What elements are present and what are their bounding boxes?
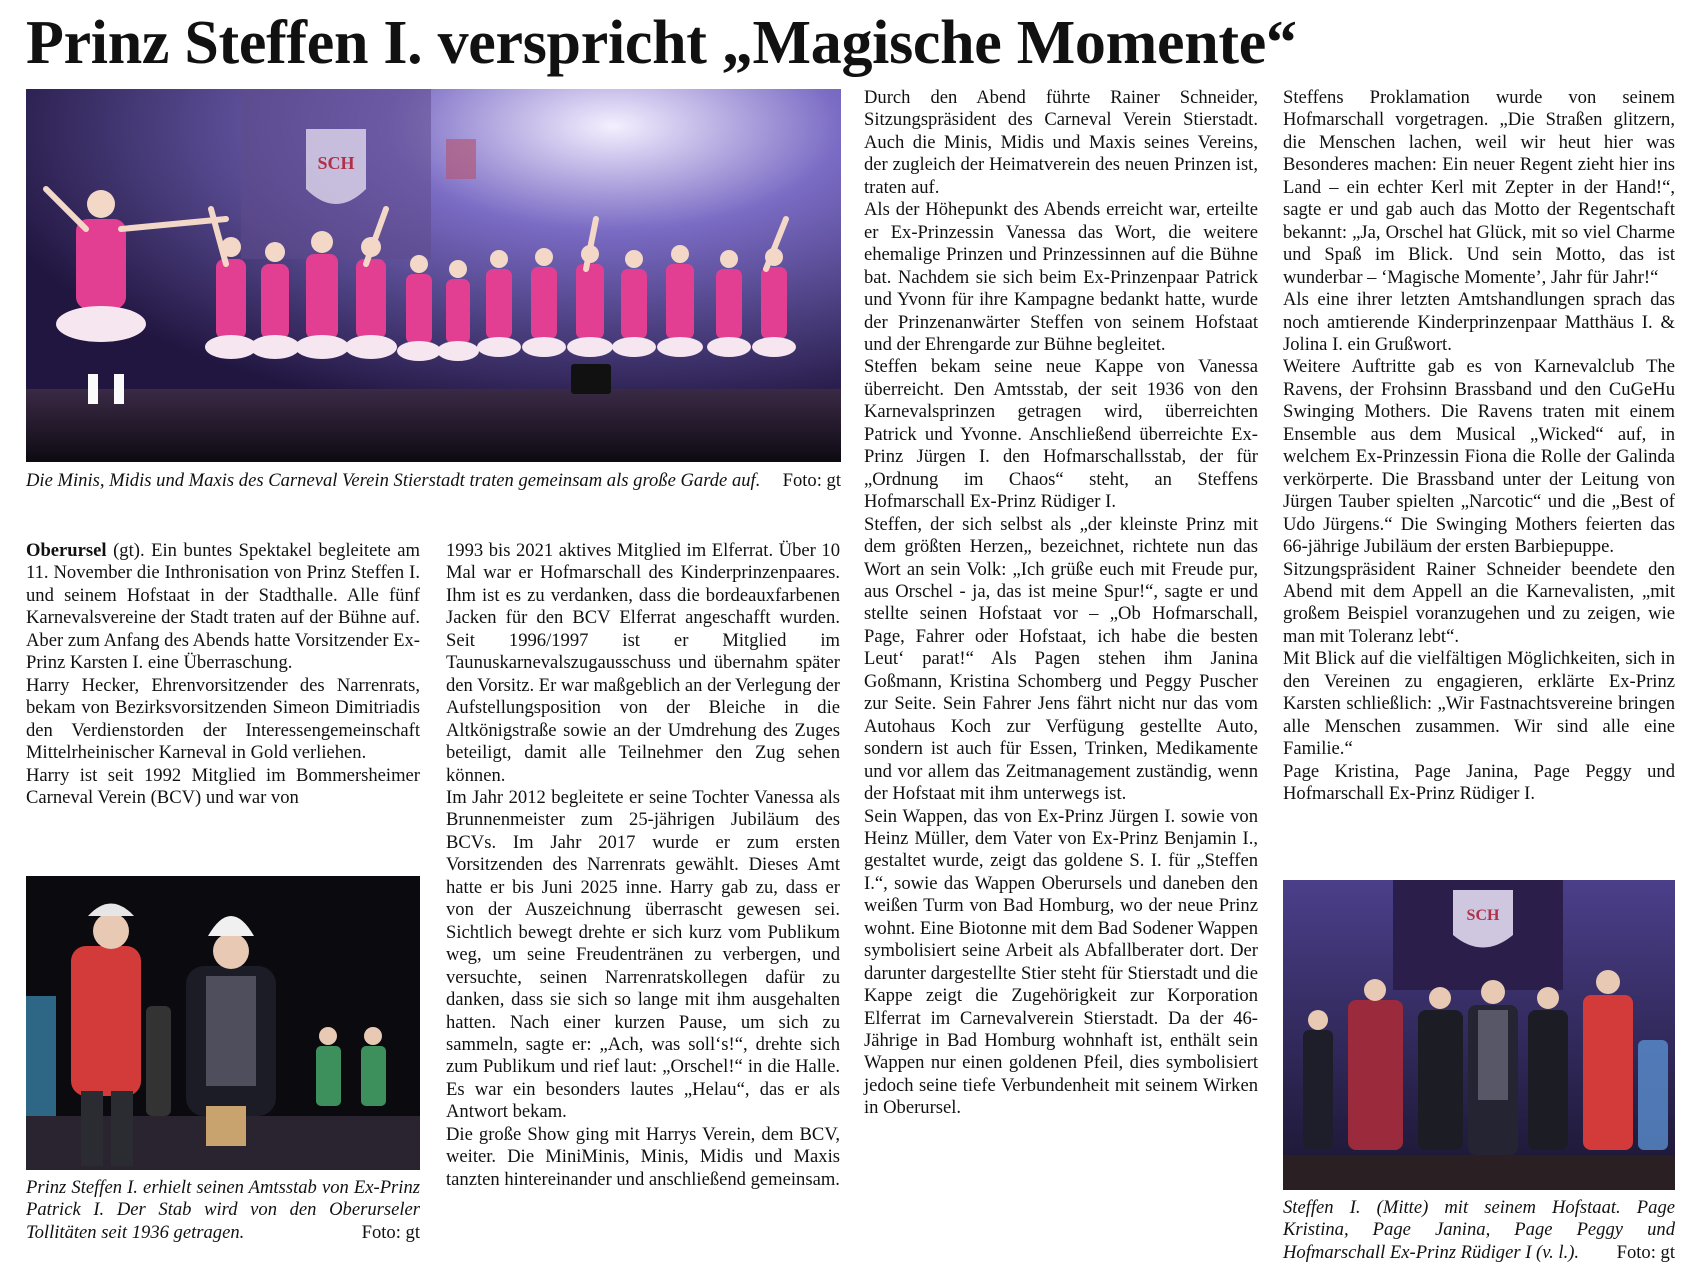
svg-text:SCH: SCH <box>1466 907 1500 924</box>
photo-prince-court-image <box>1283 880 1675 1190</box>
svg-text:SCH: SCH <box>317 153 355 173</box>
photo-prince-staff-caption <box>26 1177 420 1244</box>
photo-dance-guard-credit: Foto: gt <box>782 470 841 491</box>
article-column-2 <box>446 540 840 1191</box>
photo-prince-court-caption <box>1283 1197 1675 1264</box>
article-column-1 <box>26 540 420 809</box>
headline: Prinz Steffen I. verspricht „Magische Momente“ <box>26 9 1297 77</box>
paragraph: Sein Wappen, das von Ex-Prinz Jürgen I. sowie von Heinz Müller, dem Vater von Ex-Prinz Benjamin I., gestaltet wurde, zeigt das goldene S. I. für „Steffen I.“, sowie das Wappen Oberursels und daneben den weißen Turm von Bad Homburg, wo der neue Prinz wohnt. Eine Biotonne mit dem Bad Sodener Wappen symbolisiert seine Arbeit als Abfallberater dort. Der darunter dargestellte Stier steht für Stierstadt und die Kappe zeigt die Zugehörigkeit zur Korporation Elferrat im Carnevalverein Stierstadt. Da der 46-Jährige in Bad Homburg wohnhaft ist, enthält sein Wappen nur einen goldenen Pfeil, dies symbolisiert jedoch seine tiefe Verbundenheit mit seinem Wirken in Oberursel. <box>864 805 1258 1119</box>
photo-prince-staff-caption-text: Prinz Steffen I. erhielt seinen Amtsstab von Ex-Prinz Patrick I. Der Stab wird von den Oberurseler Tollitäten seit 1936 getragen. <box>26 1177 420 1243</box>
paragraph: Die große Show ging mit Harrys Verein, dem BCV, weiter. Die MiniMinis, Minis, Midis und Maxis tanzten hintereinander und anschließend gemeinsam. <box>446 1123 840 1190</box>
photo-prince-court-caption-text: Steffen I. (Mitte) mit seinem Hofstaat. Page Kristina, Page Janina, Page Peggy und Hofmarschall Ex-Prinz Rüdiger I (v. l.). <box>1283 1197 1675 1263</box>
photo-dance-guard-caption-text: Die Minis, Midis und Maxis des Carneval Verein Stierstadt traten gemeinsam als große Garde auf. <box>26 470 761 491</box>
photo-dance-guard <box>26 89 841 462</box>
photo-prince-staff <box>26 876 420 1170</box>
paragraph: Sitzungspräsident Rainer Schneider beendete den Abend mit dem Appell an die Karnevalisten, „mit großem Beispiel voranzugehen und zu zeigen, wie man mit Toleranz lebt“. <box>1283 558 1675 647</box>
paragraph: Steffen, der sich selbst als „der kleinste Prinz mit dem größten Herzen„ bezeichnet, richtete nun das Wort an sein Volk: „Ich grüße euch mit Freude pur, aus Orschel - ja, das ist meine Spur!“, sagte er und stellte seinen Hofstaat vor – „Ob Hofmarschall, Page, Fahrer oder Hofstaat, ich habe die besten Leut‘ parat!“ Als Pagen stehen ihm Janina Goßmann, Kristina Schomberg und Peggy Puscher zur Seite. Sein Fahrer Jens fährt nicht nur das vom Autohaus Koch zur Verfügung gestellte Auto, sondern ist auch für Essen, Trinken, Medikamente und vor allem das Zeitmanagement zuständig, wenn der Hofstaat mit ihm unterwegs ist. <box>864 513 1258 805</box>
paragraph: Harry Hecker, Ehrenvorsitzender des Narrenrats, bekam von Bezirksvorsitzenden Simeon Dimitriadis den Verdienstorden der Interessengemeinschaft Mittelrheinischer Karneval in Gold verliehen. <box>26 674 420 764</box>
photo-dance-guard-caption <box>26 470 841 492</box>
paragraph: Steffen bekam seine neue Kappe von Vanessa überreicht. Den Amtsstab, der seit 1936 von den Karnevalsprinzen getragen wird, überreichten Patrick und Yvonne. Anschließend überreichte Ex-Prinz Jürgen I. den Hofmarschallsstab, der für „Ordnung im Chaos“ steht, an Steffens Hofmarschall Ex-Prinz Rüdiger I. <box>864 356 1258 513</box>
dateline: Oberursel <box>26 540 107 561</box>
paragraph: Mit Blick auf die vielfältigen Möglichkeiten, sich in den Vereinen zu engagieren, erklärte Ex-Prinz Karsten schließlich: „Wir Fastnachtsvereine bringen alle Menschen zusammen. Wir sind alle eine Familie.“ <box>1283 648 1675 760</box>
paragraph: Als der Höhepunkt des Abends erreicht war, erteilte er Ex-Prinzessin Vanessa das Wort, die weitere ehemalige Prinzen und Prinzessinnen auf die Bühne bat. Nachdem sie sich beim Ex-Prinzenpaar Patrick und Yvonn für ihre Kampagne bedankt hatte, wurde der Prinzenanwärter Steffen von seinem Hofstaat und der Ehrengarde zur Bühne begleitet. <box>864 199 1258 355</box>
paragraph: Weitere Auftritte gab es von Karnevalclub The Ravens, der Frohsinn Brassband und den CuGeHu Swinging Mothers. Die Ravens traten mit einem Ensemble aus dem Musical „Wicked“ auf, in welchem Ex-Prinzessin Fiona die Rolle der Galinda verkörperte. Die Brassband unter der Leitung von Jürgen Tauber spielten „Narcotic“ und die „Best of Udo Jürgens.“ Die Swinging Mothers feierten das 66-jährige Jubiläum der ersten Barbiepuppe. <box>1283 356 1675 558</box>
paragraph: 1993 bis 2021 aktives Mitglied im Elferrat. Über 10 Mal war er Hofmarschall des Kinderprinzenpaares. Ihm ist es zu verdanken, dass die bordeauxfarbenen Jacken für den BCV Elferrat angeschafft wurden. Seit 1996/1997 ist er Mitglied im Taunuskarnevalszugausschuss und übernahm später den Vorsitz. Er war maßgeblich an der Verlegung der Aufstellungsposition von der Bleiche in die Altkönigstraße sowie an der Umdrehung des Zuges beteiligt, damit alle Teilnehmer den Zug sehen können. <box>446 540 840 786</box>
paragraph: Harry ist seit 1992 Mitglied im Bommersheimer Carneval Verein (BCV) und war von <box>26 764 420 808</box>
paragraph: Page Kristina, Page Janina, Page Peggy und Hofmarschall Ex-Prinz Rüdiger I. <box>1283 760 1675 805</box>
paragraph: Als eine ihrer letzten Amtshandlungen sprach das noch amtierende Kinderprinzenpaar Matthäus I. & Jolina I. ein Grußwort. <box>1283 289 1675 355</box>
photo-prince-court-credit: Foto: gt <box>1616 1241 1675 1263</box>
photo-prince-staff-image <box>26 876 420 1170</box>
photo-prince-staff-credit: Foto: gt <box>361 1221 420 1243</box>
article-column-4 <box>1283 87 1675 806</box>
paragraph: Steffens Proklamation wurde von seinem Hofmarschall vorgetragen. „Die Straßen glitzern, die Menschen lachen, weil wir heut hier was Besonderes machen: Ein neuer Regent zieht hier ins Land – ein echter Kerl mit Zepter in der Hand!“, sagte er und gab auch das Motto der Regentschaft bekannt: „Ja, Orschel hat Glück, mit so viel Charme und Spaß im Blick. Und sein Motto, das ist wunderbar – ‘Magische Momente’, Jahr für Jahr!“ <box>1283 87 1675 288</box>
photo-prince-court <box>1283 880 1675 1190</box>
paragraph: Im Jahr 2012 begleitete er seine Tochter Vanessa als Brunnenmeister zum 25-jährigen Jubiläum des BCVs. Im Jahr 2017 wurde er zum ersten Vorsitzenden des Narrenrats gewählt. Dieses Amt hatte er bis Juni 2025 inne. Harry gab zu, dass er von der Auszeichnung überrascht gewesen sei. Sichtlich bewegt drehte er sich kurz vom Publikum weg, um seine Freudentränen zu verbergen, und versuchte, seinen Narrenratskollegen dafür zu danken, dass sie sich so lange mit ihm ausgehalten hatten. Nach einer kurzen Pause, um sich zu sammeln, sagte er: „Ach, was soll‘s!“, drehte sich zum Publikum und rief laut: „Orschel!“ in die Halle. Es war ein besonders lautes „Helau“, das er als Antwort bekam. <box>446 786 840 1123</box>
paragraph: Oberursel (gt). Ein buntes Spektakel begleitete am 11. November die Inthronisation von Prinz Steffen I. und seinem Hofstaat in der Stadthalle. Alle fünf Karnevalsvereine der Stadt traten auf der Bühne auf. Aber zum Anfang des Abends hatte Vorsitzender Ex-Prinz Karsten I. eine Überraschung. <box>26 540 420 674</box>
paragraph: Durch den Abend führte Rainer Schneider, Sitzungspräsident des Carneval Verein Stierstadt. Auch die Minis, Midis und Maxis seines Vereins, der zugleich der Heimatverein des neuen Prinzen ist, traten auf. <box>864 87 1258 198</box>
photo-dance-guard-image <box>26 89 841 462</box>
article-column-3 <box>864 87 1258 1120</box>
